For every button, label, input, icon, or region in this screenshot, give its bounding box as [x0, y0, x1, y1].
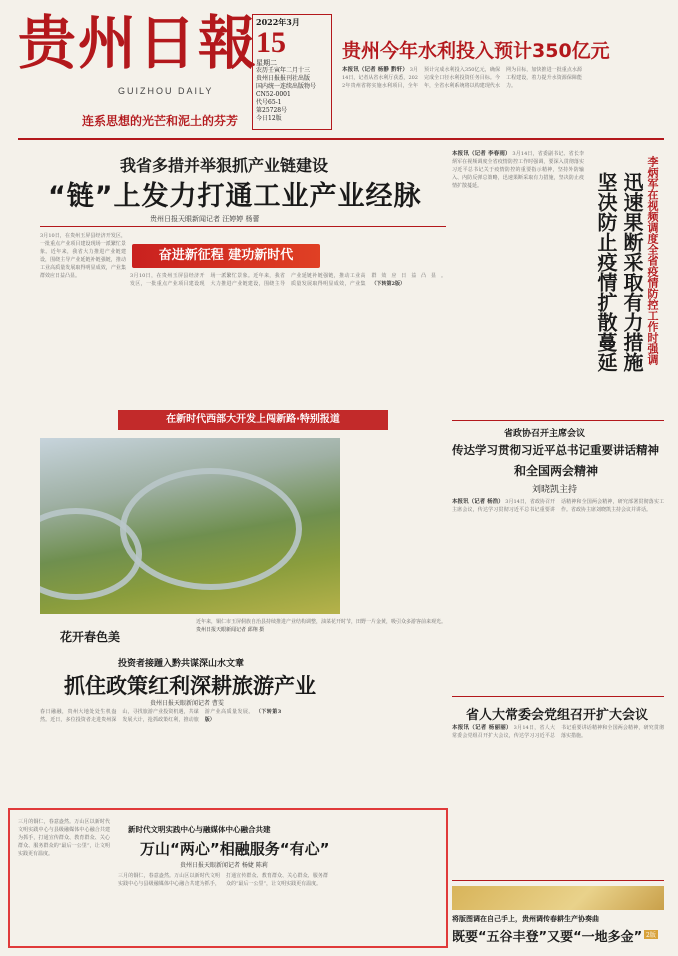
lead-body-text: 3月10日，在贵州玉屏县经济开发区，一批重点产业项目建设现场一派繁忙景象。近年来，我省大力推进产业链建设，围绕主导产业延链补链强链，推动工业高质量发展取得明显成效，产业集群效应日益凸显。 — [40, 233, 126, 279]
civilization-body-right — [118, 872, 436, 938]
lead-byline: 贵州日报天眼新闻记者 汪婷婷 杨蕾 — [150, 215, 260, 223]
side-byline: 本报讯（记者 李春雨） — [452, 151, 511, 157]
agri-headline: 既要“五谷丰登”又要“一地多金” — [452, 930, 643, 945]
lead-body-left — [40, 232, 126, 402]
date-box — [252, 14, 332, 130]
civilization-byline: 贵州日报天眼新闻记者 杨婕 陈莉 — [180, 862, 268, 869]
conference-headline-b: 和全国两会精神 — [514, 464, 599, 478]
tourism-byline: 贵州日报天眼新闻记者 曹雯 — [150, 700, 224, 707]
top-story-text: 3月14日，记者从省水利厅获悉，2022年贵州省将实施水利项目，全年预计完成水利投入350亿元，确保完成全口径水利投资任务目标。今年，全省水利系统将以构建现代水网为目标，加快推进一批重点水源工程建设，着力提升水资源保障能力。 — [342, 67, 582, 89]
photo-title: 花开春色美 — [60, 630, 121, 644]
side-headline-main-1: 迅速果断采取有力措施 — [620, 172, 644, 372]
publisher: 贵州日报报刊社出版 — [256, 75, 311, 82]
npc-body — [452, 724, 664, 820]
masthead-title: 贵州日報 — [18, 9, 259, 77]
civilization-body-text-2: 三月的铜仁，春意盎然。万山区以新时代文明实践中心与县级融媒体中心融合共建为抓手，打通宣传群众、教育群众、关心群众、服务群众的“最后一公里”，让文明实践更有温度。 — [118, 873, 328, 887]
npc-rule — [452, 696, 664, 697]
conference-rule — [452, 420, 664, 421]
tourism-kicker: 投资者接踵入黔共谋深山水文章 — [118, 659, 245, 669]
masthead-slogan: 连系思想的光芒和泥土的芬芳 — [82, 114, 239, 128]
side-headline-small: 李炳军在视频调度全省疫情防控工作时强调 — [646, 156, 659, 365]
conference-body — [452, 498, 664, 690]
issue-code: 代号65-1 — [256, 99, 282, 106]
lead-continued: （下转第2版） — [371, 281, 405, 287]
agri-kicker: 将版图调在自己手上，贵州调传春耕生产协奏曲 — [452, 915, 599, 923]
lead-body-text-2: 3月10日，在贵州玉屏县经济开发区，一批重点产业项目建设现场一派繁忙景象。近年来，我省大力推进产业链建设，围绕主导产业延链补链强链，推动工业高质量发展取得明显成效，产业集群效应日益凸显。 — [130, 273, 446, 287]
lead-headline: “链”上发力打通工业产业经脉 — [48, 181, 422, 212]
photo-caption — [196, 618, 446, 646]
side-body — [452, 150, 584, 412]
tourism-headline: 抓住政策红利深耕旅游产业 — [64, 674, 316, 698]
conference-byline: 本报讯（记者 杨浩） — [452, 499, 504, 505]
lead-banner: 奋进新征程 建功新时代 — [132, 244, 320, 268]
top-story-body — [342, 66, 664, 128]
date-year-month: 2022年3月 — [256, 17, 300, 27]
npc-headline: 省人大常委会党组召开扩大会议 — [466, 708, 649, 723]
photo-credit: 贵州日报天眼新闻记者 邱翔 摄 — [196, 627, 265, 633]
photo-river — [120, 468, 302, 590]
conference-body-text: 3月14日，省政协召开主席会议，传达学习贯彻习近平总书记重要讲话精神和全国两会精神，研究部署贯彻落实工作。省政协主席刘晓凯主持会议并讲话。 — [452, 499, 664, 513]
agri-rule — [452, 880, 664, 881]
masthead-english: GUIZHOU DAILY — [118, 86, 214, 96]
civilization-kicker: 新时代文明实践中心与融媒体中心融合共建 — [128, 825, 271, 834]
lead-body-right — [130, 272, 446, 402]
date-lunar: 农历壬寅年二月十三 — [256, 67, 311, 74]
side-headline-main-2: 坚决防止疫情扩散蔓延 — [594, 172, 618, 372]
masthead-divider — [18, 138, 664, 140]
lead-rule — [40, 226, 446, 227]
conference-kicker: 省政协召开主席会议 — [504, 429, 586, 439]
tourism-body — [40, 708, 446, 804]
page-count: 今日12版 — [256, 115, 282, 122]
conference-presider: 刘晓凯主持 — [532, 485, 578, 495]
civilization-headline: 万山“两心”相融服务“有心” — [140, 840, 330, 858]
conference-headline-a: 传达学习贯彻习近平总书记重要讲话精神 — [452, 443, 659, 457]
npc-byline: 本报讯（记者 杨丽丽） — [452, 725, 512, 731]
feature-banner: 在新时代西部大开发上闯新路·特别报道 — [118, 410, 388, 430]
unified-no: 国内统一连续出版物号 CN52-0001 — [256, 83, 317, 98]
photo-caption-text: 近年来，铜仁市玉屏侗族自治县持续推进产业结构调整，油菜花开时节，田野一片金黄，吸引众多游客前来观光。 — [196, 619, 446, 625]
civilization-body-left — [18, 818, 110, 936]
date-day: 15 — [256, 26, 286, 59]
tourism-body-text: 春日融融，贵州大地处处生机盎然。近日，多位投资者走进贵州深山，寻找旅游产业投资机遇，共谋发展大计，抢抓政策红利，推动旅游产业高质量发展。 — [40, 709, 254, 723]
agri-page-tag: 2版 — [646, 932, 656, 939]
npc-body-text: 3月14日，省人大常委会党组召开扩大会议，传达学习习近平总书记重要讲话精神和全国两会精神，研究贯彻落实措施。 — [452, 725, 664, 739]
top-story-headline: 贵州今年水利投入预计350亿元 — [342, 40, 610, 62]
feature-photo — [40, 438, 340, 614]
issue-number: 第25728号 — [256, 107, 288, 114]
date-weekday: 星期二 — [256, 59, 277, 67]
side-body-text: 3月14日，省委副书记、省长李炳军在视频调度全省疫情防控工作时强调，要深入贯彻落实习近平总书记关于疫情防控的重要指示精神，坚持外防输入、内防反弹总策略，迅速果断采取有力措施，坚决防止疫情扩散蔓延。 — [452, 151, 584, 189]
civilization-body-text: 三月的铜仁，春意盎然。万山区以新时代文明实践中心与县级融媒体中心融合共建为抓手，打通宣传群众、教育群众、关心群众、服务群众的“最后一公里”，让文明实践更有温度。 — [18, 819, 110, 857]
lead-kicker: 我省多措并举狠抓产业链建设 — [120, 156, 329, 175]
tourism-continued: （下转第3版） — [204, 709, 282, 723]
top-story-byline: 本报讯（记者 杨静 黔轩） — [342, 67, 408, 73]
agri-illustration — [452, 886, 664, 910]
